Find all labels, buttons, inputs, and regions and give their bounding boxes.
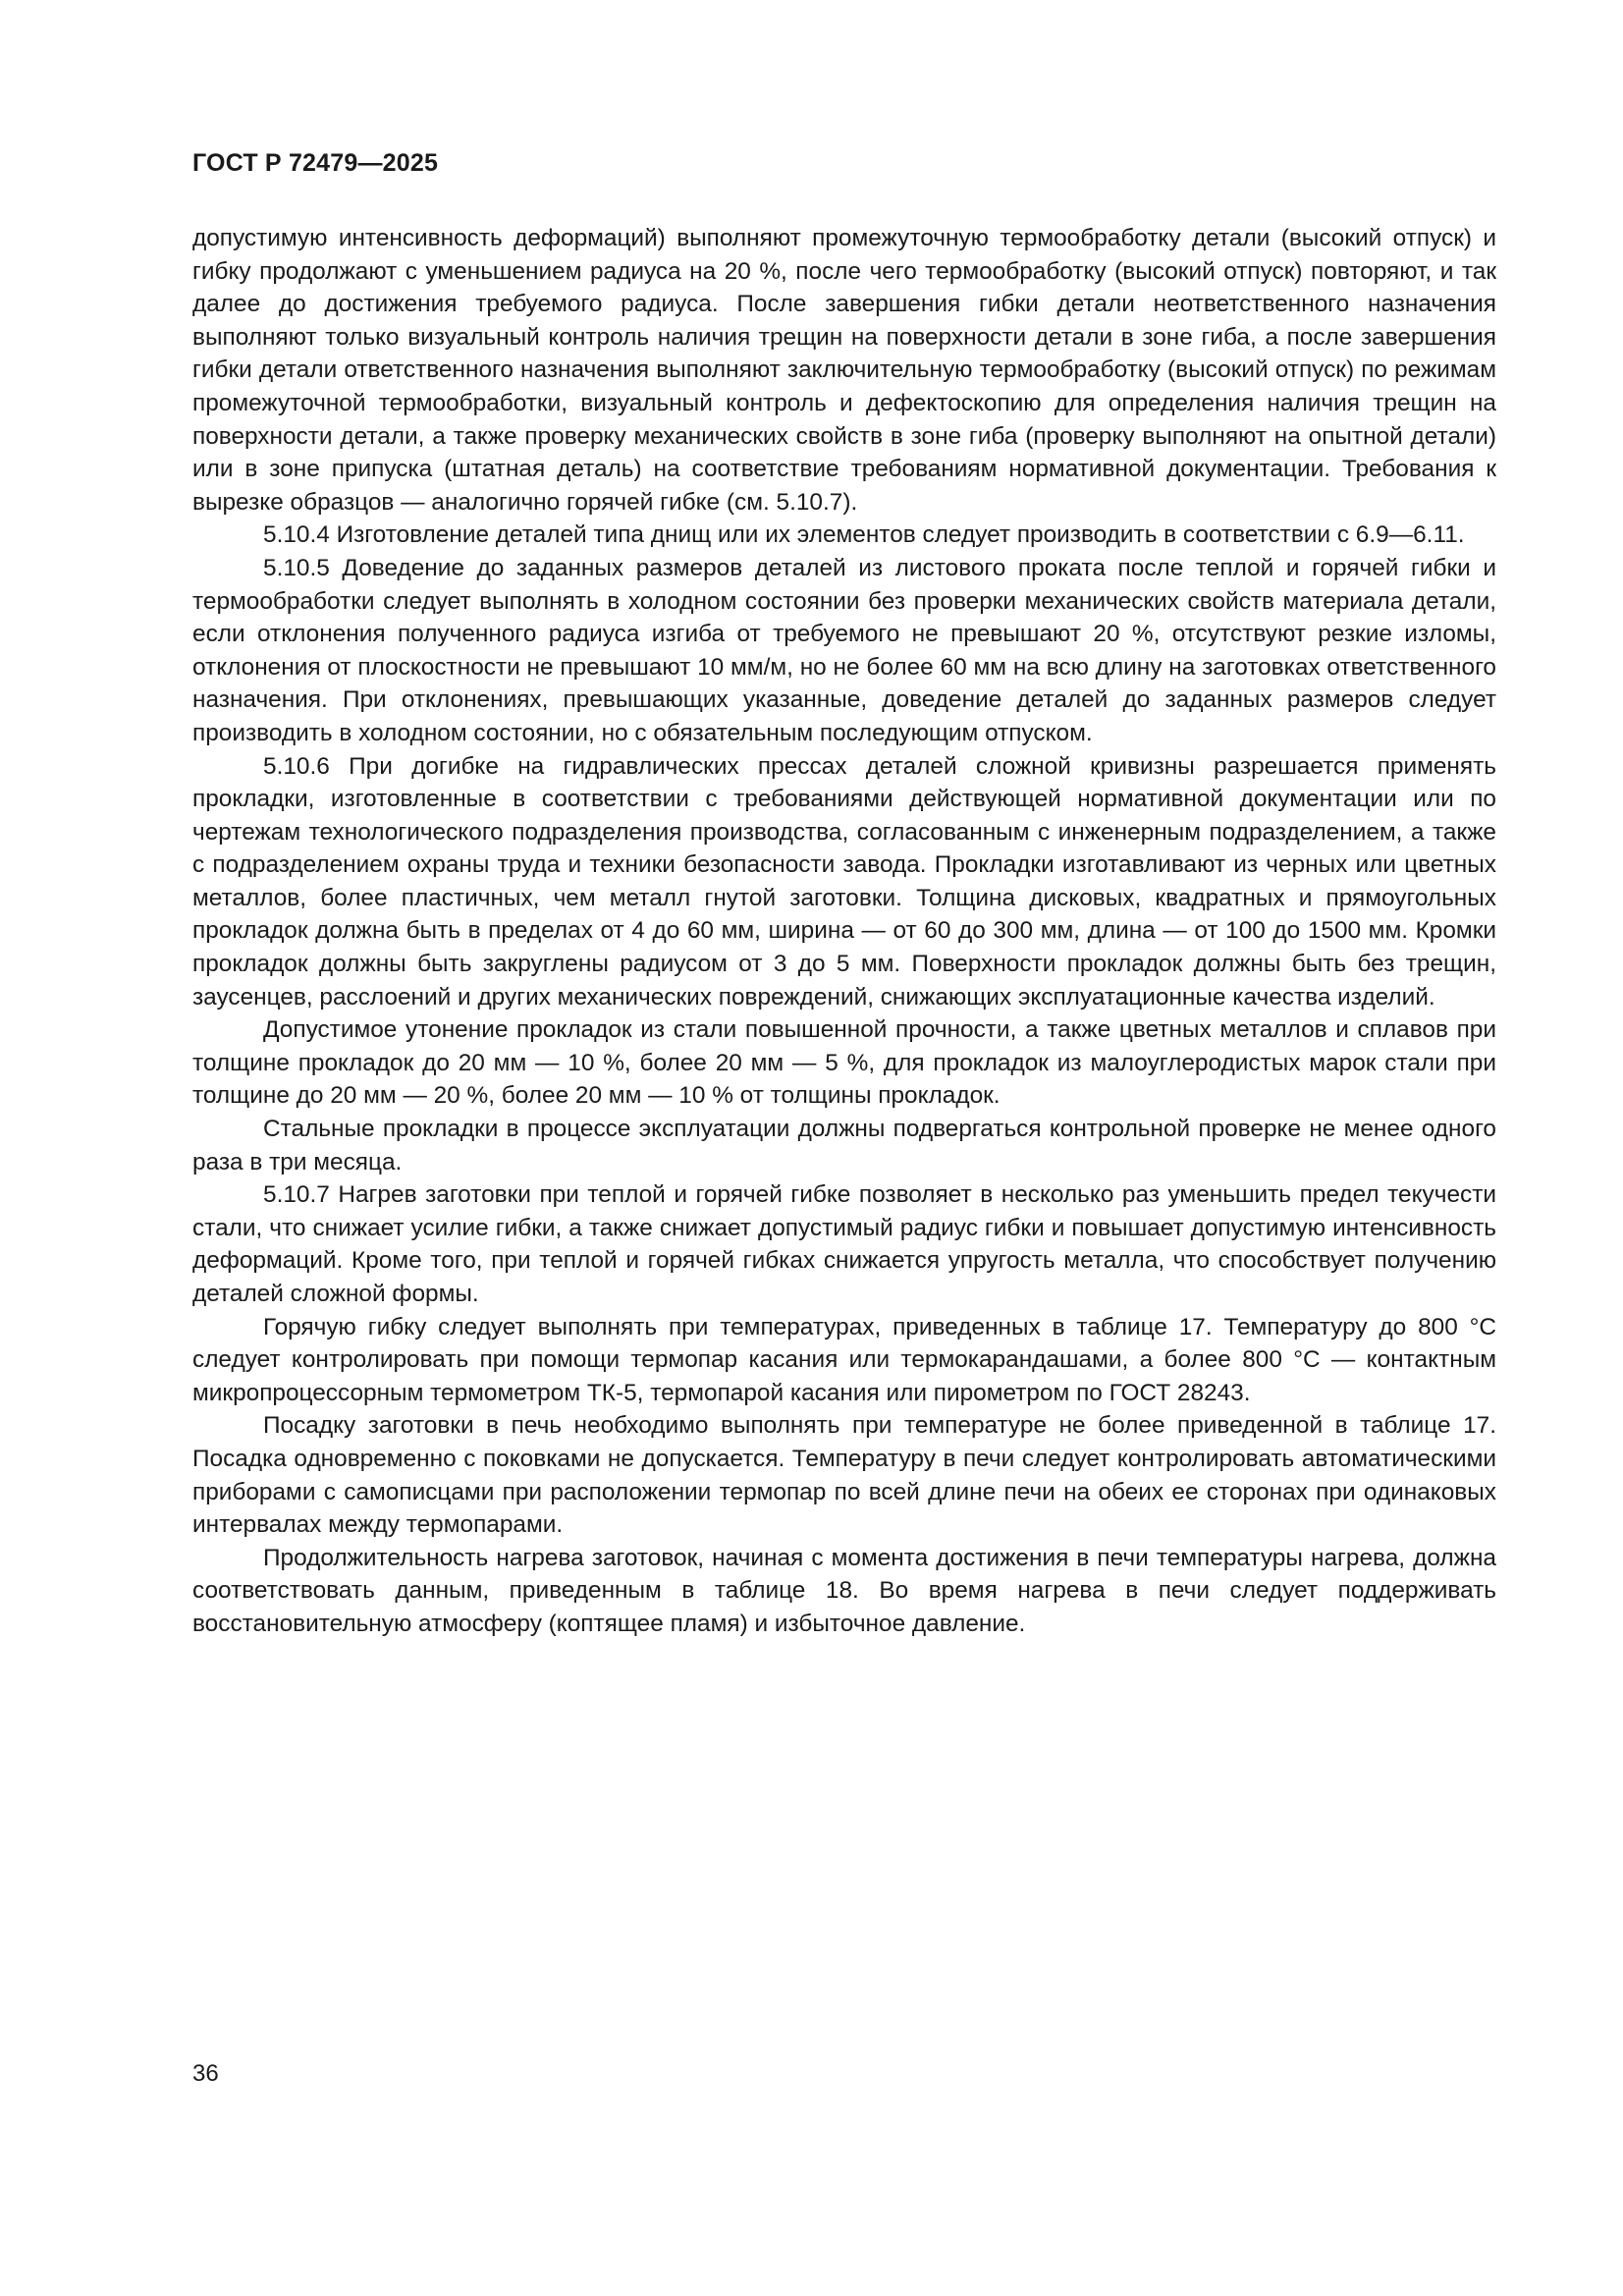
body-text [192, 222, 1496, 1641]
paragraph: 5.10.5 Доведение до заданных размеров деталей из листового проката после теплой и горячей гибки и термообработки следует выполнять в холодном состоянии без проверки механических свойств материала детали, если отклонения полученного радиуса изгиба от требуемого не превышают 20 %, отсутствуют резкие изломы, отклонения от плоскостности не превышают 10 мм/м, но не более 60 мм на всю длину на заготовках ответственного назначения. При отклонениях, превышающих указанные, доведение деталей до заданных размеров следует производить в холодном состоянии, но с обязательным последующим отпуском. [192, 554, 1496, 746]
paragraph: Допустимое утонение прокладок из стали повышенной прочности, а также цветных металлов и сплавов при толщине прокладок до 20 мм — 10 %, более 20 мм — 5 %, для прокладок из малоуглеродистых марок стали при толщине до 20 мм — 20 %, более 20 мм — 10 % от толщины прокладок. [192, 1016, 1496, 1110]
paragraph: 5.10.7 Нагрев заготовки при теплой и горячей гибке позволяет в несколько раз уменьшить предел текучести стали, что снижает усилие гибки, а также снижает допустимый радиус гибки и повышает допустимую интенсивность деформаций. Кроме того, при теплой и горячей гибках снижается упругость металла, что способствует получению деталей сложной формы. [192, 1181, 1496, 1307]
standard-designation: ГОСТ Р 72479—2025 [192, 149, 439, 177]
paragraph: 5.10.6 При догибке на гидравлических прессах деталей сложной кривизны разрешается применять прокладки, изготовленные в соответствии с требованиями действующей нормативной документации или по чертежам технологического подразделения производства, согласованным с инженерным подразделением, а также с подразделением охраны труда и техники безопасности завода. Прокладки изготавливают из черных или цветных металлов, более пластичных, чем металл гнутой заготовки. Толщина дисковых, квадратных и прямоугольных прокладок должна быть в пределах от 4 до 60 мм, ширина — от 60 до 300 мм, длина — от 100 до 1500 мм. Кромки прокладок должны быть закруглены радиусом от 3 до 5 мм. Поверхности прокладок должны быть без трещин, заусенцев, расслоений и других механических повреждений, снижающих эксплуатационные качества изделий. [192, 752, 1496, 1011]
paragraph: Продолжительность нагрева заготовок, начиная с момента достижения в печи температуры нагрева, должна соответствовать данным, приведенным в таблице 18. Во время нагрева в печи следует поддерживать восстановительную атмосферу (коптящее пламя) и избыточное давление. [192, 1544, 1496, 1637]
page-number: 36 [192, 2060, 219, 2087]
paragraph: Стальные прокладки в процессе эксплуатации должны подвергаться контрольной проверке не менее одного раза в три месяца. [192, 1116, 1496, 1175]
paragraph: Посадку заготовки в печь необходимо выполнять при температуре не более приведенной в таблице 17. Посадка одновременно с поковками не допускается. Температуру в печи следует контролировать автоматическими приборами с самописцами при расположении термопар по всей длине печи на обеих ее сторонах при одинаковых интервалах между термопарами. [192, 1412, 1496, 1539]
paragraph: 5.10.4 Изготовление деталей типа днищ или их элементов следует производить в соответствии с 6.9—6.11. [263, 521, 1465, 549]
paragraph: допустимую интенсивность деформаций) выполняют промежуточную термообработку детали (высокий отпуск) и гибку продолжают с уменьшением радиуса на 20 %, после чего термообработку (высокий отпуск) повторяют, и так далее до достижения требуемого радиуса. После завершения гибки детали неответственного назначения выполняют только визуальный контроль наличия трещин на поверхности детали в зоне гиба, а после завершения гибки детали ответственного назначения выполняют заключительную термообработку (высокий отпуск) по режимам промежуточной термообработки, визуальный контроль и дефектоскопию для определения наличия трещин на поверхности детали, а также проверку механических свойств в зоне гиба (проверку выполняют на опытной детали) или в зоне припуска (штатная деталь) на соответствие требованиям нормативной документации. Требования к вырезке образцов — аналогично горячей гибке (см. 5.10.7). [192, 225, 1496, 516]
paragraph: Горячую гибку следует выполнять при температурах, приведенных в таблице 17. Температуру до 800 °С следует контролировать при помощи термопар касания или термокарандашами, а более 800 °С — контактным микропроцессорным термометром ТК-5, термопарой касания или пирометром по ГОСТ 28243. [192, 1313, 1496, 1406]
